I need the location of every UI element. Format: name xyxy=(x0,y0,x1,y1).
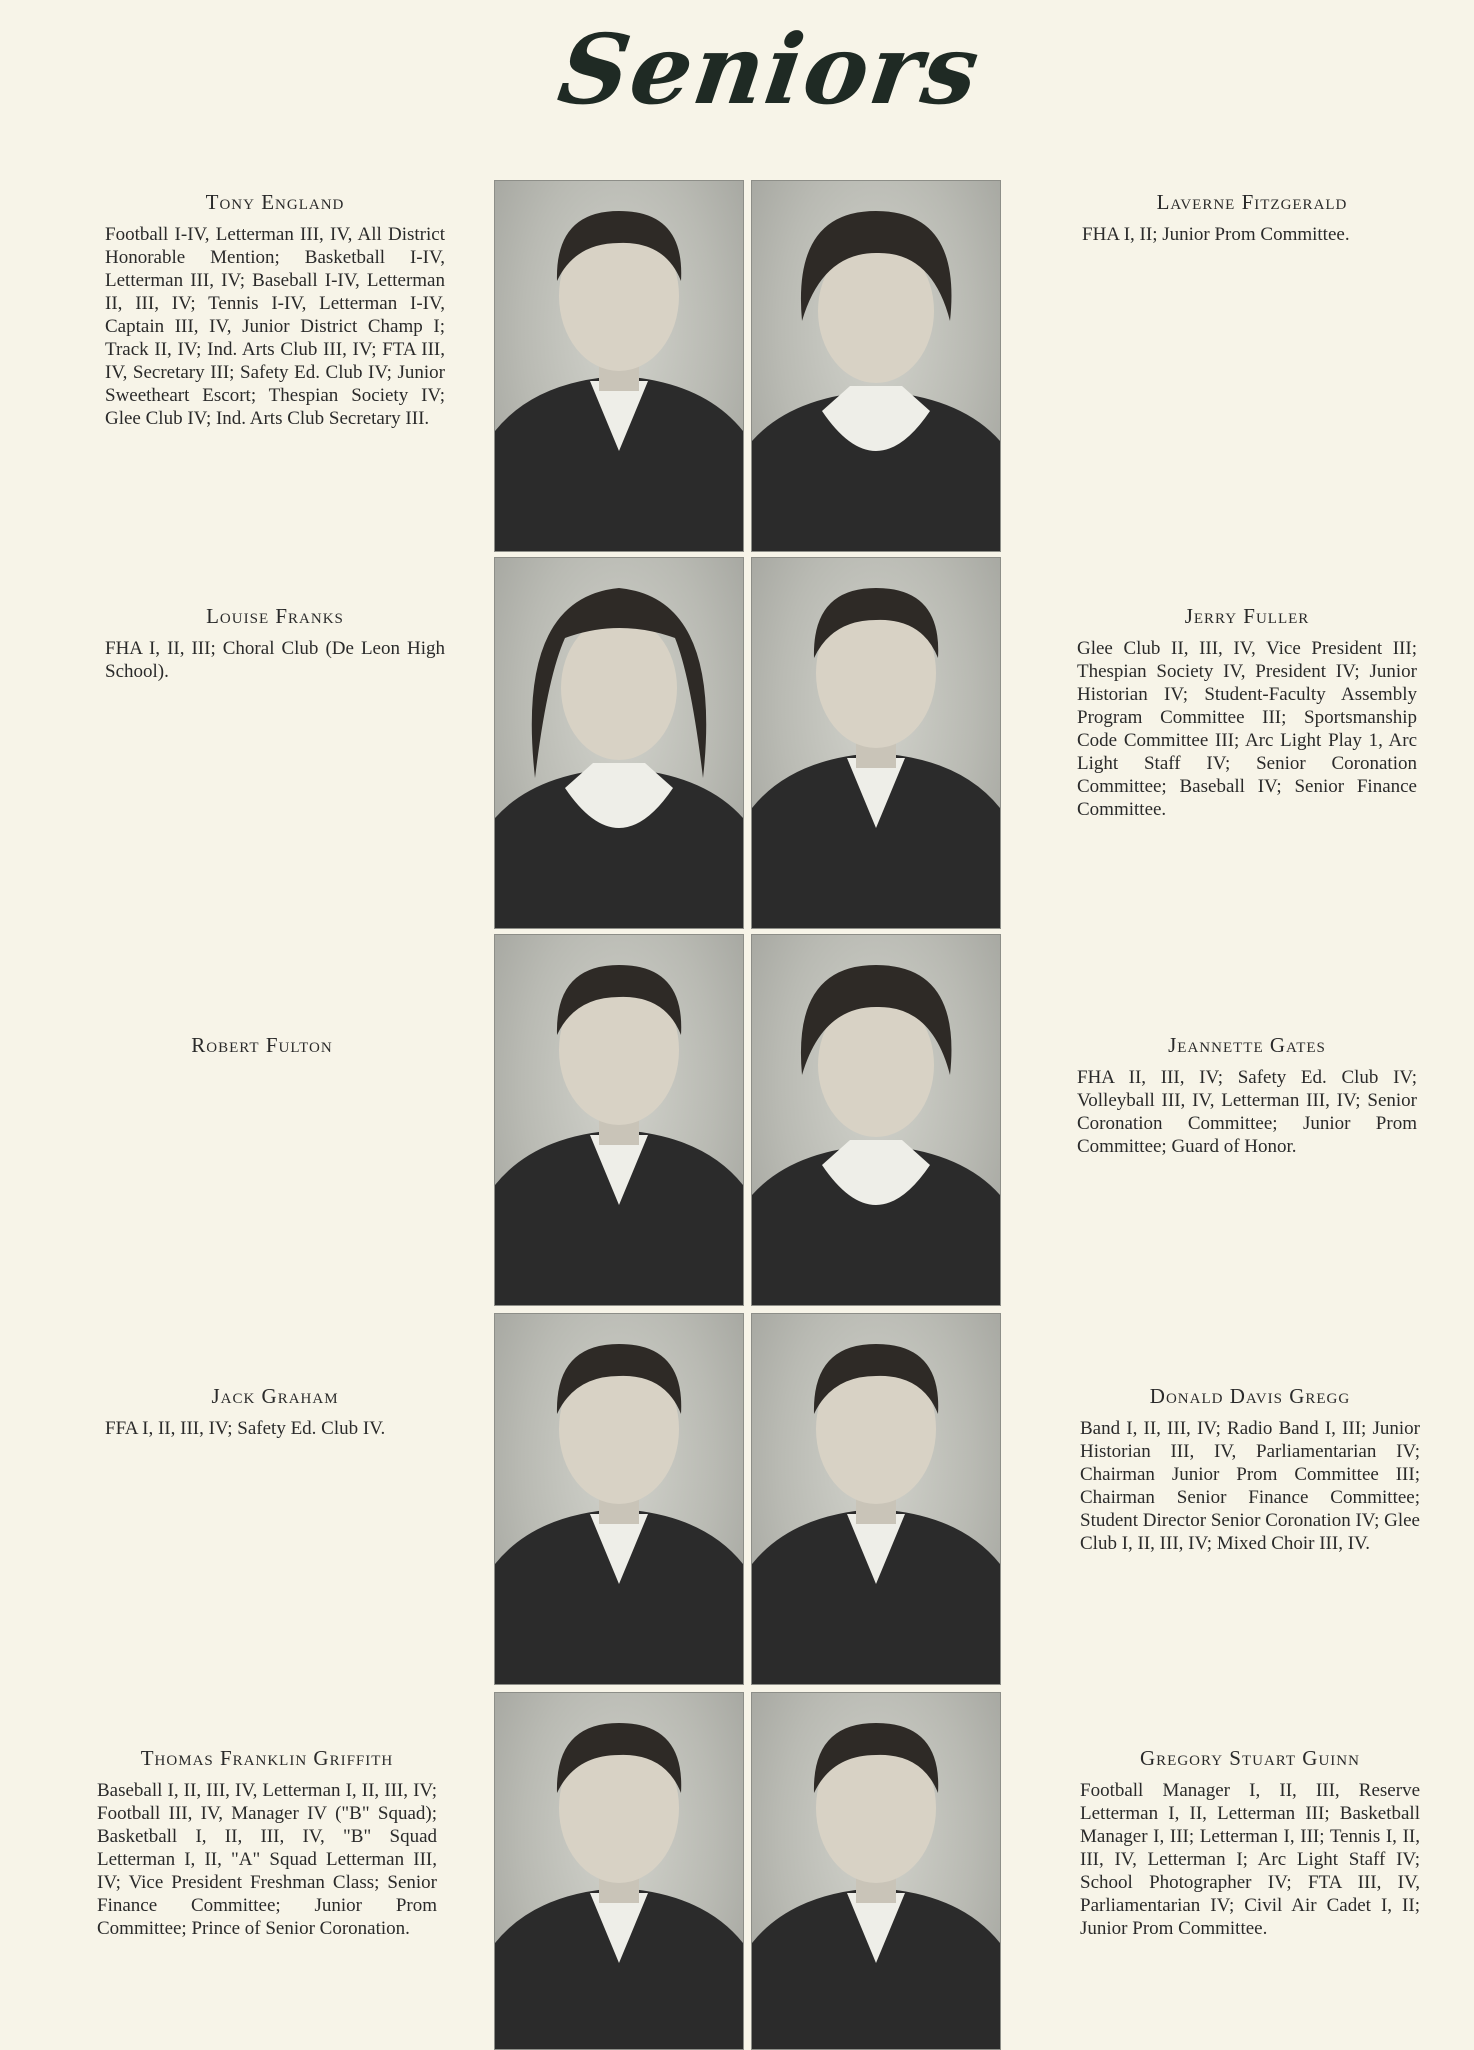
senior-bio-right xyxy=(1080,1384,1420,1555)
senior-name: Jeannette Gates xyxy=(1168,1033,1326,1057)
senior-activities: Football I-IV, Letterman III, IV, All District Honorable Mention; Basketball I-IV, Letterman III, IV; Baseball I-IV, Letterman II, III, IV; Tennis I-IV, Letterman I-IV, Captain III, IV, Junior District Champ I; Track II, IV; Ind. Arts Club III, IV; FTA III, IV, Secretary III; Safety Ed. Club IV; Junior Sweetheart Escort; Thespian Society IV; Glee Club IV; Ind. Arts Club Secretary III. xyxy=(105,224,445,429)
portrait-figure xyxy=(752,935,1000,1305)
senior-bio-left xyxy=(105,1384,445,1440)
senior-portrait-male xyxy=(751,1313,1001,1685)
senior-bio-right xyxy=(1080,1746,1420,1940)
senior-name: Robert Fulton xyxy=(191,1033,333,1057)
portrait-figure xyxy=(495,558,743,928)
senior-activities: Football Manager I, II, III, Reserve Letterman I, II, Letterman III; Basketball Manager I, III; Letterman I, III; Tennis I, II, III, IV, Letterman I; Arc Light Staff IV; School Photographer IV; FTA III, IV, Parliamentarian IV; Civil Air Cadet I, II; Junior Prom Committee. xyxy=(1080,1780,1420,1939)
senior-portrait-male xyxy=(751,1692,1001,2050)
senior-activities: FHA II, III, IV; Safety Ed. Club IV; Volleyball III, IV, Letterman III, IV; Senior Coronation Committee; Junior Prom Committee; Guard of Honor. xyxy=(1077,1067,1417,1157)
senior-name: Donald Davis Gregg xyxy=(1149,1384,1351,1408)
senior-portrait-male xyxy=(494,180,744,552)
senior-bio-right xyxy=(1077,1033,1417,1158)
senior-portrait-male xyxy=(751,557,1001,929)
senior-portrait-male xyxy=(494,1313,744,1685)
portrait-figure xyxy=(752,558,1000,928)
portrait-figure xyxy=(752,181,1000,551)
senior-portrait-female xyxy=(751,934,1001,1306)
senior-bio-right xyxy=(1077,604,1417,821)
senior-bio-left xyxy=(105,604,445,683)
senior-name: Jerry Fuller xyxy=(1184,604,1310,628)
senior-name: Jack Graham xyxy=(211,1384,339,1408)
senior-bio-left xyxy=(97,1746,437,1940)
senior-portrait-male xyxy=(494,1692,744,2050)
senior-portrait-male xyxy=(494,934,744,1306)
portrait-figure xyxy=(752,1314,1000,1684)
senior-portrait-female xyxy=(751,180,1001,552)
senior-name: Gregory Stuart Guinn xyxy=(1140,1746,1360,1770)
senior-activities: FHA I, II, III; Choral Club (De Leon High School). xyxy=(105,638,445,682)
senior-name: Laverne Fitzgerald xyxy=(1156,190,1348,214)
senior-activities: FHA I, II; Junior Prom Committee. xyxy=(1082,224,1350,245)
portrait-figure xyxy=(495,1693,743,2049)
senior-activities: FFA I, II, III, IV; Safety Ed. Club IV. xyxy=(105,1418,386,1439)
senior-bio-left xyxy=(105,190,445,430)
portrait-figure xyxy=(752,1693,1000,2049)
senior-activities: Glee Club II, III, IV, Vice President III; Thespian Society IV, President IV; Junior Historian IV; Student-Faculty Assembly Program Committee III; Sportsmanship Code Committee III; Arc Light Play 1, Arc Light Staff IV; Senior Coronation Committee; Baseball IV; Senior Finance Committee. xyxy=(1077,638,1417,820)
senior-name: Thomas Franklin Griffith xyxy=(140,1746,394,1770)
senior-bio-right xyxy=(1082,190,1422,246)
portrait-figure xyxy=(495,1314,743,1684)
senior-name: Louise Franks xyxy=(206,604,344,628)
senior-portrait-female xyxy=(494,557,744,929)
page-title: Seniors xyxy=(552,13,988,126)
senior-name: Tony England xyxy=(205,190,345,214)
portrait-figure xyxy=(495,935,743,1305)
senior-activities: Baseball I, II, III, IV, Letterman I, II, III, IV; Football III, IV, Manager IV ("B" Squad); Basketball I, II, III, IV, "B" Squad Letterman I, II, "A" Squad Letterman III, IV; Vice President Freshman Class; Senior Finance Committee; Junior Prom Committee; Prince of Senior Coronation. xyxy=(97,1780,437,1939)
portrait-figure xyxy=(495,181,743,551)
senior-activities: Band I, II, III, IV; Radio Band I, III; Junior Historian III, IV, Parliamentarian IV; Chairman Junior Prom Committee III; Chairman Senior Finance Committee; Student Director Senior Coronation IV; Glee Club I, II, III, IV; Mixed Choir III, IV. xyxy=(1080,1418,1420,1554)
senior-bio-left xyxy=(92,1033,432,1066)
